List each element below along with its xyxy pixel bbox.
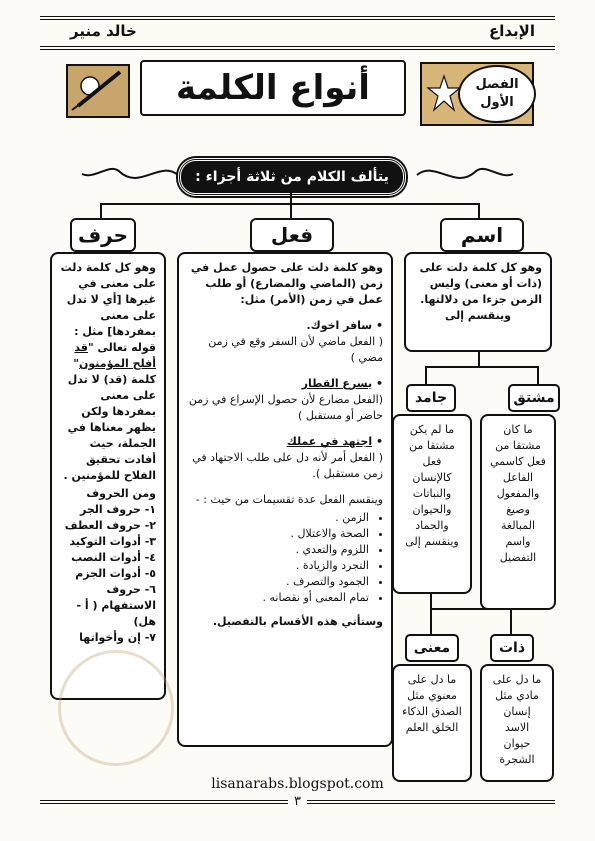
quill-pen-icon [68, 66, 128, 116]
fiil-example-head: • يسرع القطار [301, 377, 383, 390]
ism-divides-label: وينقسم إلى [444, 309, 512, 322]
fiil-closing: وستأتي هذه الأقسام بالتفصيل. [212, 615, 383, 628]
harf-item: ٣- أدوات التوكيد [69, 535, 156, 548]
maana-title: معنى [405, 634, 459, 662]
dhat-box: ما دل على مادي مثل إنسان الاسد حيوان الشجرة [480, 664, 554, 782]
harf-quote: قد أفلح المؤمنون [74, 341, 156, 370]
header-top-rule [40, 16, 555, 20]
fiil-definition: وهو كلمة دلت على حصول عمل في زمن (الماضي والمضارع) أو طلب عمل في زمن (الأمر) مثل: [190, 261, 383, 306]
harf-item: ٥- أدوات الجزم [75, 567, 156, 580]
harf-item: ٢- حروف العطف [64, 519, 156, 532]
fiil-division-item: • تمام المعنى أو نقصانه . [187, 590, 369, 606]
jamid-title: جامد [406, 384, 456, 412]
jamid-box: ما لم يكن مشتقا من فعل كالإنسان والنباتات والحيوان والجماد وينقسم إلى [392, 414, 472, 594]
ism-title: اسم [440, 218, 524, 252]
ism-split-left [425, 366, 427, 384]
ism-definition: وهو كل كلمة دلت على (ذات أو معنى) وليس الزمن جزءا من دلالتها. [419, 261, 542, 306]
fiil-box [177, 252, 393, 747]
harf-box [50, 252, 166, 700]
branch-harf [100, 203, 102, 219]
mushtaq-title: مشتق [508, 384, 560, 412]
fiil-example-head: • اجتهد في عملك [286, 435, 383, 448]
fiil-example-note: ( الفعل أمر لأنه دل على طلب الاجتهاد في زمن مستقبل ). [192, 451, 383, 480]
fiil-example-note: ( الفعل ماضي لأن السفر وقع في زمن مضي ) [208, 335, 383, 364]
harf-definition: وهو كل كلمة دلت على معنى في غيرها [أي لا تدل على معنى بمفردها] مثل : قوله تعالى " [60, 261, 156, 354]
fiil-example-note: (الفعل مضارع لأن حصول الإسراع في زمن حاضر أو مستقبل ) [188, 393, 383, 422]
harf-item: ٤- أدوات النصب [71, 551, 156, 564]
fiil-example [187, 434, 383, 482]
harf-title: حرف [70, 218, 136, 252]
fiil-divisions-intro: وينقسم الفعل عدة تقسيمات من حيث : - [195, 493, 383, 506]
watermark-seal [58, 650, 174, 766]
harf-item: ١- حروف الجر [79, 503, 156, 516]
jamid-split-right [510, 608, 512, 634]
fiil-division-item: • الزمن . [187, 510, 369, 526]
maana-box: ما دل على معنوي مثل الصدق الذكاء الخلق العلم [392, 664, 472, 782]
header-left-label: خالد منير [70, 22, 137, 40]
fiil-division-item: • الصحة والاعتلال . [187, 526, 369, 542]
harf-item: ٦- حروف الاستفهام ( أ - هل) [76, 583, 156, 628]
page-number: ٣ [0, 794, 595, 809]
fiil-division-item: • الجمود والتصرف . [187, 574, 369, 590]
fiil-division-item: • اللزوم والتعدي . [187, 542, 369, 558]
pen-illustration [66, 64, 130, 118]
fiil-divisions-list [187, 510, 383, 606]
star-burst-icon [426, 74, 462, 114]
jamid-split-left [430, 608, 432, 634]
fiil-title: فعل [250, 218, 334, 252]
dhat-title: ذات [490, 634, 534, 662]
chapter-line2: الأول [480, 95, 514, 110]
mushtaq-box: ما كان مشتقا من فعل كاسمي الفاعل والمفعول وصيغ المبالغة واسم التفضيل [480, 414, 556, 610]
chapter-line1: الفصل [475, 77, 519, 92]
page-title: أنواع الكلمة [140, 60, 406, 116]
jamid-connector [430, 594, 432, 608]
ism-split [425, 366, 537, 368]
header-right-label: الإبداع [489, 22, 535, 40]
tree-trunk [290, 193, 292, 203]
jamid-split [430, 608, 510, 610]
harf-item: ٧- إن وأخواتها [79, 631, 156, 644]
fiil-example [187, 376, 383, 424]
fiil-example [187, 318, 383, 366]
ism-split-right [537, 366, 539, 384]
harf-definition-cont: " كلمة (قد) لا تدل على معنى بمفردها ولكن يظهر معناها في الجملة، حيث أفادت تحقيق الفلاح للمؤمنين . [63, 357, 156, 482]
branch-fiil [290, 203, 292, 219]
branch-ism [478, 203, 480, 219]
fiil-division-item: • التجرد والزيادة . [187, 558, 369, 574]
chapter-badge [420, 62, 534, 126]
ism-connector [478, 352, 480, 366]
subtitle-banner: يتألف الكلام من ثلاثة أجزاء : [178, 158, 406, 196]
footer-url: lisanarabs.blogspot.com [211, 776, 384, 792]
header-bottom-rule [40, 46, 555, 50]
ism-definition-box [404, 252, 552, 352]
harf-list-title: ومن الحروف [86, 487, 156, 500]
fiil-example-head: • سافر اخوك. [306, 319, 383, 332]
chapter-label [458, 65, 536, 123]
